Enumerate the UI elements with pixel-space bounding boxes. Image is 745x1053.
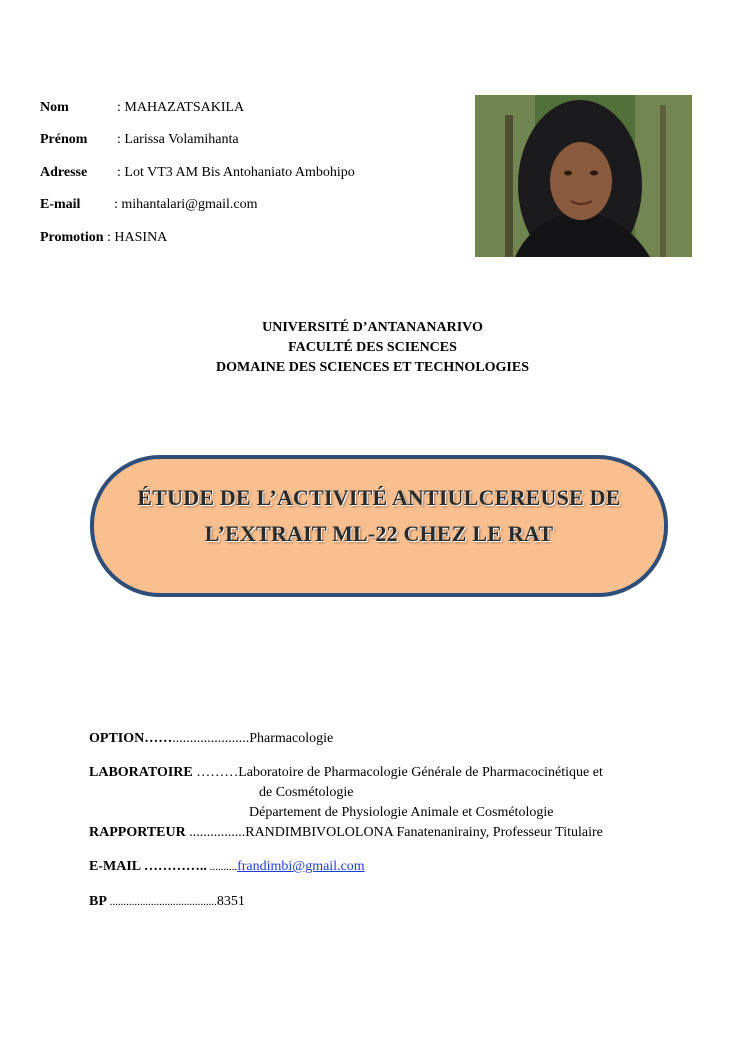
promotion-label: Promotion [40,230,104,245]
laboratoire-value-line1: Laboratoire de Pharmacologie Générale de Pharmacocinétique et [238,765,603,780]
email-value: : mihantalari@gmail.com [114,197,258,212]
thesis-title-box [90,455,668,597]
email-row [40,197,80,213]
prenom-value: : Larissa Volamihanta [117,132,239,147]
nom-value: : MAHAZATSAKILA [117,100,245,115]
adresse-row [40,165,87,181]
nom-label: Nom [40,100,69,115]
portrait-photo [475,95,692,257]
laboratoire-label: LABORATOIRE [89,765,193,780]
promotion-value: : HASINA [107,230,168,245]
rapporteur-label: RAPPORTEUR [89,825,186,840]
contact-email-dots: .......... [206,861,238,873]
adresse-value: : Lot VT3 AM Bis Antohaniato Ambohipo [117,165,355,180]
nom-row [40,100,69,116]
thesis-title-line1: ÉTUDE DE L’ACTIVITÉ ANTIULCEREUSE DE [137,485,621,510]
option-label: OPTION…… [89,731,173,746]
prenom-row [40,132,87,148]
faculty-name: FACULTÉ DES SCIENCES [288,340,457,355]
rapporteur-value: RANDIMBIVOLOLONA Fanatenanirainy, Professeur Titulaire [245,825,603,840]
laboratoire-dots: ……… [192,765,239,780]
bp-row [89,894,245,910]
laboratoire-value-line3: Département de Physiologie Animale et Cosmétologie [249,805,554,820]
domain-name: DOMAINE DES SCIENCES ET TECHNOLOGIES [215,360,530,375]
bp-dots: ....................................... [106,896,217,908]
laboratoire-row [89,765,603,781]
option-dots: ...................... [172,731,250,746]
contact-email-row [89,859,365,875]
bp-value: 8351 [216,894,245,909]
university-name: UNIVERSITÉ D’ANTANANARIVO [262,320,483,335]
bp-label: BP [89,894,107,909]
contact-email-link[interactable]: frandimbi@gmail.com [237,859,365,874]
option-value: Pharmacologie [249,731,334,746]
thesis-title-line2: L’EXTRAIT ML-22 CHEZ LE RAT [204,521,554,546]
rapporteur-row [89,825,603,841]
email-label: E-mail [40,197,81,212]
rapporteur-dots: ................ [185,825,246,840]
promotion-row [40,230,167,246]
contact-email-label: E-MAIL ………….. [89,859,207,874]
option-row [89,731,333,747]
prenom-label: Prénom [40,132,88,147]
adresse-label: Adresse [40,165,88,180]
laboratoire-value-line2: de Cosmétologie [259,785,354,800]
portrait-illustration [475,95,692,257]
